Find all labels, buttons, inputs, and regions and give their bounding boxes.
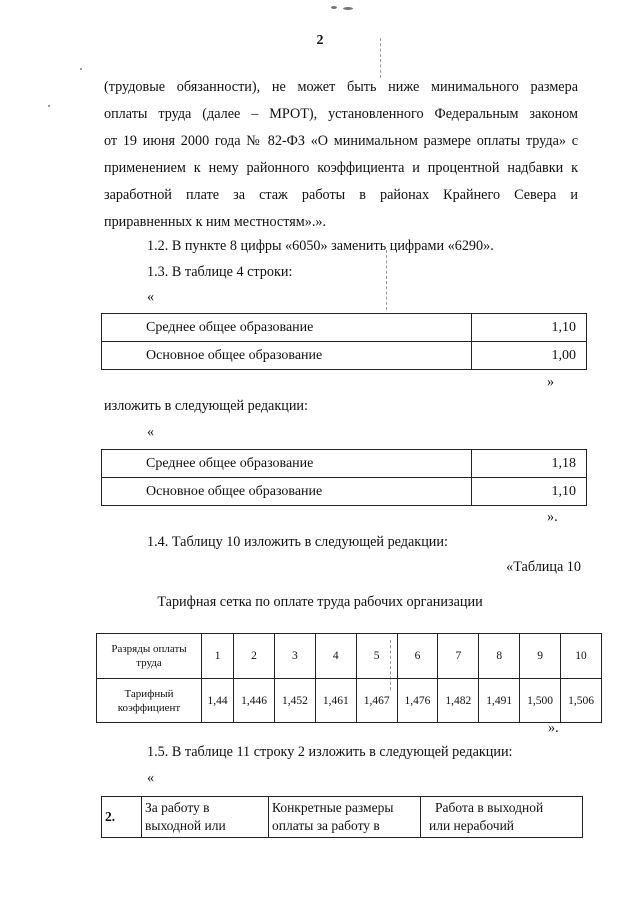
cell-line: Работа в выходной — [435, 800, 544, 815]
coefficient-value: 1,10 — [472, 478, 587, 506]
grade-cell: 10 — [561, 634, 602, 679]
table-row — [102, 450, 587, 478]
table-row — [102, 342, 587, 370]
header-line: коэффициент — [117, 701, 181, 714]
coefficient-cell: 1,461 — [315, 679, 356, 723]
header-line: труда — [136, 657, 162, 669]
open-quote: « — [147, 424, 155, 440]
row-number: 2. — [102, 797, 142, 838]
open-quote: « — [147, 289, 155, 305]
table11-cell — [142, 797, 269, 838]
scan-speck — [48, 105, 50, 107]
grade-cell: 7 — [438, 634, 479, 679]
education-level: Основное общее образование — [102, 478, 472, 506]
scan-artifact-line — [386, 250, 387, 310]
coefficient-cell: 1,500 — [520, 679, 561, 723]
grade-cell: 6 — [397, 634, 438, 679]
cell-line: Конкретные размеры — [272, 800, 394, 815]
close-quote: » — [547, 374, 555, 390]
table11-cell — [421, 797, 583, 838]
table-old-rows — [101, 313, 587, 370]
table11-cell — [269, 797, 421, 838]
table10-label: «Таблица 10 — [506, 559, 581, 575]
paragraph-line: (трудовые обязанности), не может быть ниже минимального размера — [104, 79, 578, 95]
paragraph-line: оплаты труда (далее – МРОТ), установленного Федеральным законом — [104, 106, 578, 122]
header-line: Тарифный — [124, 687, 174, 700]
grid-row-header — [97, 679, 202, 723]
paragraph-line: применением к нему районного коэффициента и процентной надбавки к — [104, 160, 578, 176]
coefficient-value: 1,10 — [472, 314, 587, 342]
coefficient-cell: 1,467 — [356, 679, 397, 723]
grid-row-header — [97, 634, 202, 679]
grade-cell: 8 — [479, 634, 520, 679]
table-row — [97, 679, 602, 723]
education-level: Среднее общее образование — [102, 314, 472, 342]
open-quote: « — [147, 770, 155, 786]
grade-cell: 9 — [520, 634, 561, 679]
replace-text: изложить в следующей редакции: — [104, 398, 308, 414]
education-level: Основное общее образование — [102, 342, 472, 370]
table-row — [102, 478, 587, 506]
cell-line: или нерабочий — [429, 818, 515, 833]
coefficient-value: 1,00 — [472, 342, 587, 370]
scan-speck — [331, 6, 337, 9]
grade-cell: 3 — [274, 634, 315, 679]
page-number: 2 — [316, 33, 324, 48]
close-quote: ». — [547, 509, 558, 525]
coefficient-value: 1,18 — [472, 450, 587, 478]
item-1-5: 1.5. В таблице 11 строку 2 изложить в следующей редакции: — [147, 744, 513, 760]
cell-line: оплаты за работу в — [272, 818, 380, 833]
table-new-rows — [101, 449, 587, 506]
grade-cell: 2 — [234, 634, 275, 679]
cell-line: За работу в — [145, 800, 210, 815]
table11-row — [101, 796, 583, 838]
item-1-3: 1.3. В таблице 4 строки: — [147, 264, 293, 280]
item-1-4: 1.4. Таблицу 10 изложить в следующей редакции: — [147, 534, 448, 550]
grade-cell: 4 — [315, 634, 356, 679]
table-row — [102, 314, 587, 342]
close-quote: ». — [548, 720, 559, 736]
paragraph-line: от 19 июня 2000 года № 82-ФЗ «О минимальном размере оплаты труда» с — [104, 133, 578, 149]
tariff-grid-table — [96, 633, 602, 723]
coefficient-cell: 1,44 — [202, 679, 234, 723]
coefficient-cell: 1,452 — [274, 679, 315, 723]
paragraph-line: заработной плате за стаж работы в районах Крайнего Севера и — [104, 187, 578, 203]
grade-cell: 5 — [356, 634, 397, 679]
coefficient-cell: 1,476 — [397, 679, 438, 723]
grade-cell: 1 — [202, 634, 234, 679]
item-1-2: 1.2. В пункте 8 цифры «6050» заменить цифрами «6290». — [147, 238, 494, 254]
education-level: Среднее общее образование — [102, 450, 472, 478]
cell-line: выходной или — [145, 818, 226, 833]
scan-speck — [343, 7, 353, 10]
coefficient-cell: 1,506 — [561, 679, 602, 723]
table-row — [97, 634, 602, 679]
coefficient-cell: 1,491 — [479, 679, 520, 723]
header-line: Разряды оплаты — [111, 643, 187, 655]
table10-title: Тарифная сетка по оплате труда рабочих организации — [157, 594, 483, 610]
coefficient-cell: 1,446 — [234, 679, 275, 723]
coefficient-cell: 1,482 — [438, 679, 479, 723]
table-row — [102, 797, 583, 838]
scan-speck — [80, 68, 82, 70]
paragraph-line: приравненных к ним местностям».». — [104, 214, 327, 230]
